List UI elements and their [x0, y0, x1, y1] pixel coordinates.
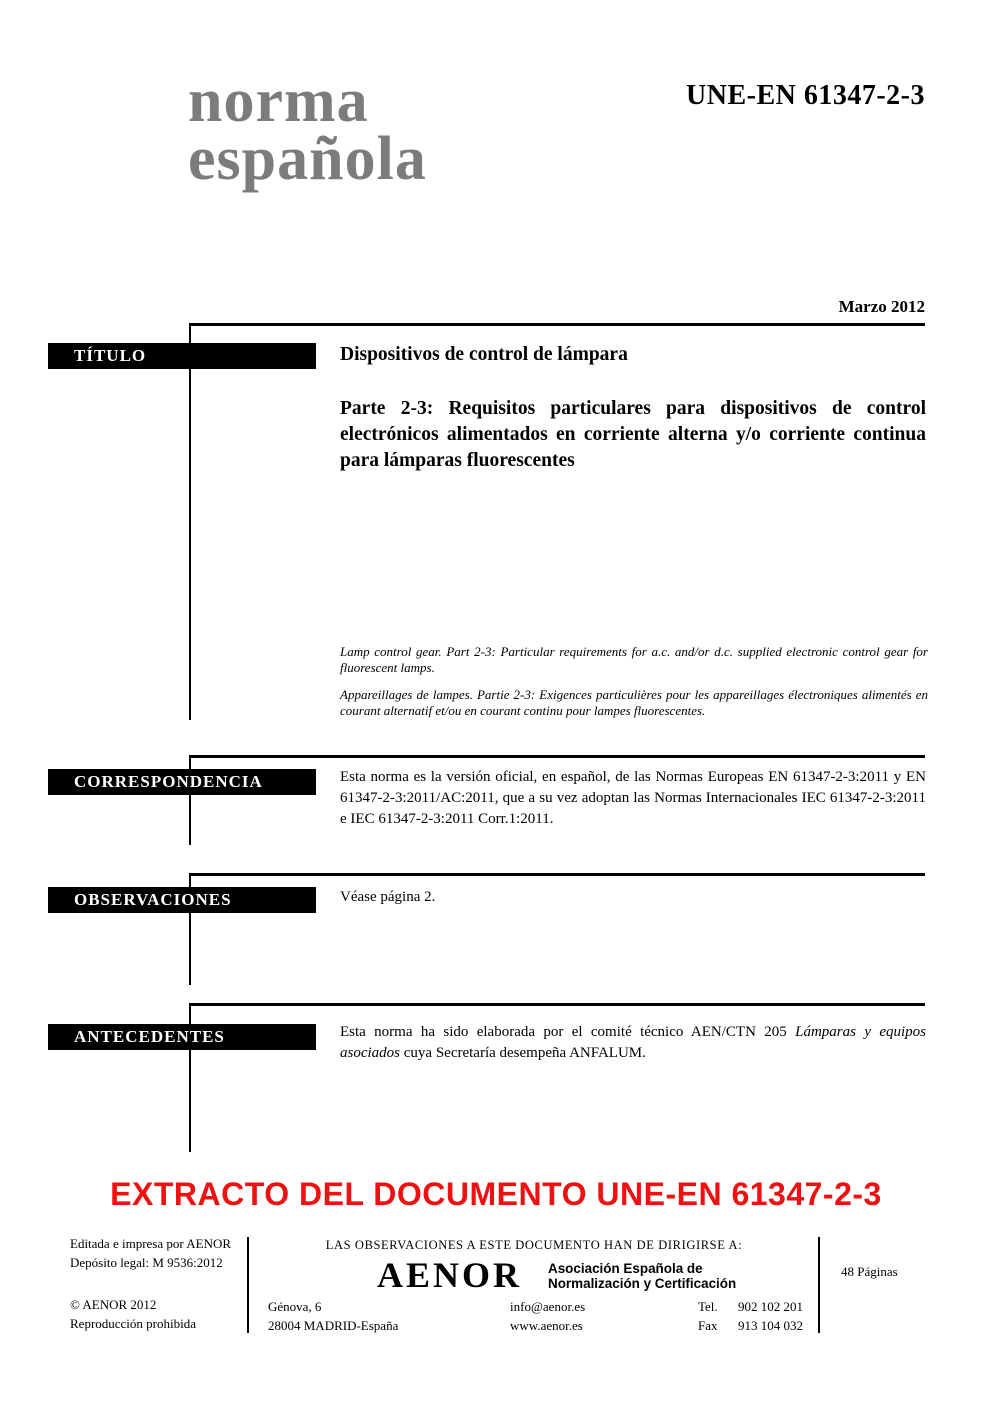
- brand-line2: española: [188, 125, 427, 193]
- observaciones-label-bar: OBSERVACIONES: [48, 887, 316, 913]
- correspondencia-label-bar: CORRESPONDENCIA: [48, 769, 316, 795]
- antecedentes-body: [340, 1022, 926, 1064]
- antecedentes-text-before: Esta norma ha sido elaborada por el comité técnico AEN/CTN 205: [340, 1024, 796, 1040]
- footer-publisher-line1: Editada e impresa por AENOR: [70, 1236, 232, 1251]
- footer-copyright-line2: Reproducción prohibida: [70, 1316, 196, 1331]
- aenor-logo-tagline: [548, 1256, 736, 1291]
- footer-page-count: 48 Páginas: [841, 1264, 898, 1279]
- footer-telfax-block: [698, 1297, 803, 1335]
- titulo-vertical-rule: [189, 323, 191, 720]
- antecedentes-label-bar: ANTECEDENTES: [48, 1024, 316, 1050]
- footer-fax-label: Fax: [698, 1318, 718, 1333]
- footer-website-link[interactable]: www.aenor.es: [510, 1318, 583, 1333]
- footer-email-link[interactable]: info@aenor.es: [510, 1299, 586, 1314]
- publication-date: Marzo 2012: [838, 297, 925, 316]
- footer-publisher-line2: Depósito legal: M 9536:2012: [70, 1255, 223, 1270]
- footer-divider-right: [818, 1237, 820, 1333]
- footer-address-line2: 28004 MADRID-España: [268, 1318, 399, 1333]
- observaciones-body: Véase página 2.: [340, 889, 436, 905]
- document-number: UNE-EN 61347-2-3: [686, 80, 925, 111]
- aenor-tagline-line1: Asociación Española de: [548, 1260, 703, 1276]
- antecedentes-text-after: cuya Secretaría desempeña ANFALUM.: [400, 1045, 646, 1061]
- titulo-horizontal-rule: [189, 323, 925, 326]
- footer-copyright-line1: © AENOR 2012: [70, 1297, 157, 1312]
- footer-contact-block: [510, 1297, 585, 1335]
- aenor-logo-text: AENOR: [377, 1255, 523, 1295]
- titulo-label-bar: TÍTULO: [48, 343, 316, 369]
- aenor-tagline-line2: Normalización y Certificación: [548, 1275, 737, 1291]
- footer-publisher-block: [70, 1234, 231, 1272]
- correspondencia-body: Esta norma es la versión oficial, en español, de las Normas Europeas EN 61347-2-3:2011 y EN 61347-2-3:2011/AC:2011, que a su vez adoptan las Normas Internacionales IEC 61347-2-3:2011 e IEC 61347-2-3:2011 Corr.1:2011.: [340, 769, 926, 827]
- observaciones-horizontal-rule: [189, 873, 925, 876]
- document-title: Dispositivos de control de lámpara: [340, 344, 628, 365]
- extract-notice: EXTRACTO DEL DOCUMENTO UNE-EN 61347-2-3: [110, 1176, 882, 1212]
- footer-fax-value: 913 104 032: [738, 1318, 803, 1333]
- title-french: Appareillages de lampes. Partie 2-3: Exigences particulières pour les appareillages électroniques alimentés en courant alternatif et/ou en courant continu pour lampes fluorescentes.: [340, 687, 928, 718]
- footer-copyright-block: [70, 1295, 196, 1333]
- antecedentes-text-italic: Lámparas y equipos asociados: [340, 1024, 927, 1061]
- footer-observations-notice: LAS OBSERVACIONES A ESTE DOCUMENTO HAN DE DIRIGIRSE A:: [325, 1238, 743, 1252]
- footer-tel-value: 902 102 201: [738, 1299, 803, 1314]
- correspondencia-horizontal-rule: [189, 755, 925, 758]
- footer-address-block: [268, 1297, 398, 1335]
- brand-logo: [188, 67, 427, 193]
- footer-tel-label: Tel.: [698, 1299, 718, 1314]
- aenor-logo: [377, 1256, 744, 1294]
- brand-line1: norma: [188, 67, 369, 135]
- document-subtitle: Parte 2-3: Requisitos particulares para dispositivos de control electrónicos alimentados en corriente alterna y/o corriente continua para lámparas fluorescentes: [340, 398, 926, 471]
- footer-divider-left: [247, 1237, 249, 1333]
- antecedentes-horizontal-rule: [189, 1003, 925, 1006]
- title-english: Lamp control gear. Part 2-3: Particular requirements for a.c. and/or d.c. supplied electronic control gear for fluorescent lamps.: [340, 644, 928, 675]
- footer-address-line1: Génova, 6: [268, 1299, 322, 1314]
